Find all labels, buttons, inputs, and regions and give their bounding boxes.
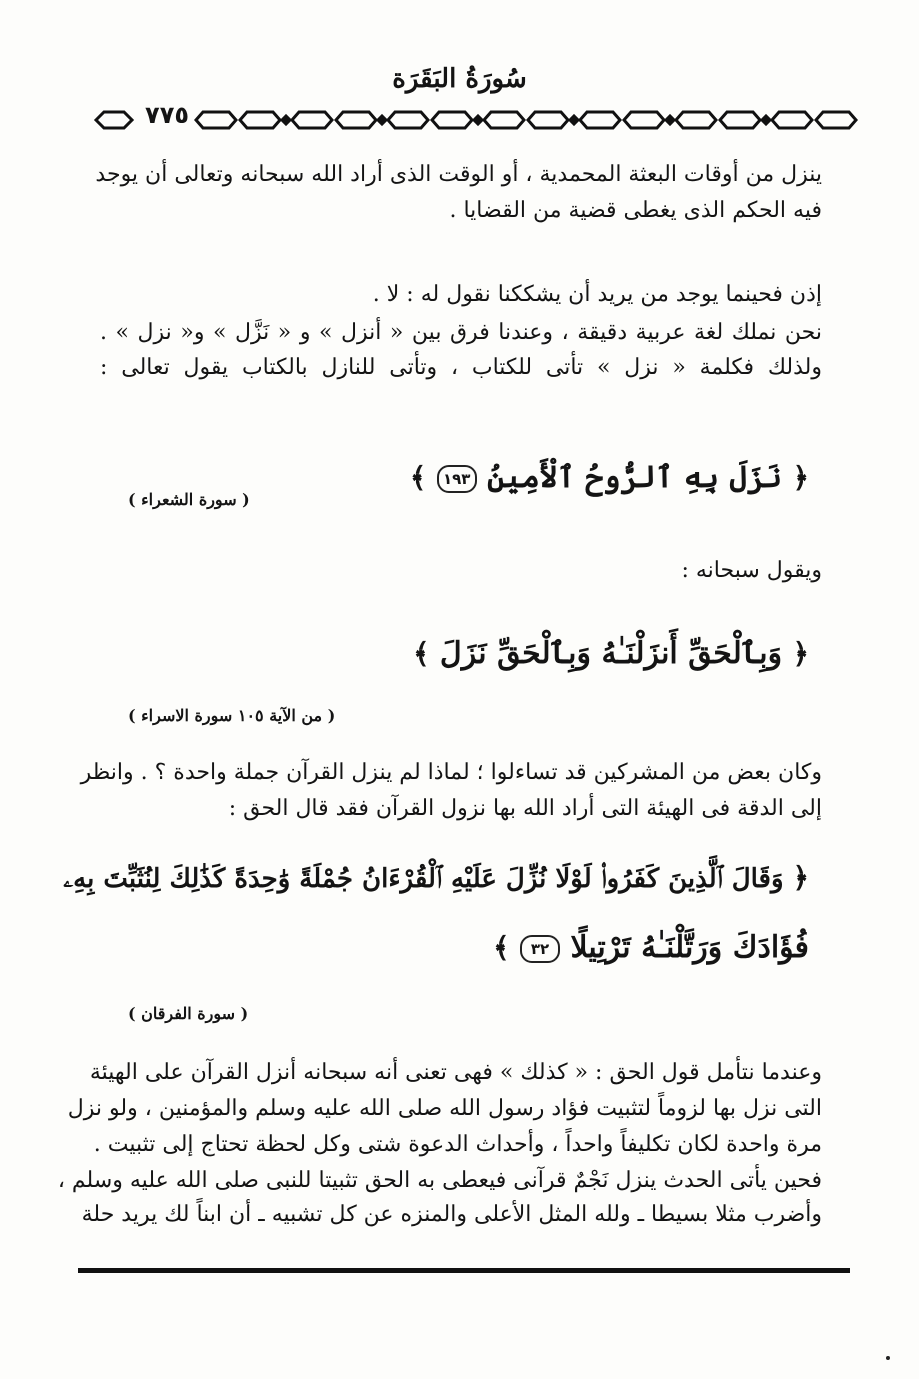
quran-verse-3-line2: [493, 928, 809, 968]
paragraph4-line4: فحين يأتى الحدث ينزل نَجْمٌ قرآنى فيعطى به الحق تثبيتا للنبى صلى الله عليه وسلم ،: [57, 1168, 822, 1193]
ornament-link: [388, 112, 428, 128]
paragraph2-line2: نحن نملك لغة عربية دقيقة ، وعندنا فرق بين « أنزل » و « نَزَّل » و« نزل » .: [100, 320, 822, 345]
paragraph2-line1: إذن فحينما يوجد من يريد أن يشككنا نقول له : لا .: [372, 282, 822, 307]
paragraph1-line1: ينزل من أوقات البعثة المحمدية ، أو الوقت الذى أراد الله سبحانه وتعالى أن يوجد: [95, 162, 822, 187]
verse-close-bracket: ﴾: [493, 931, 510, 964]
ornament-link: [624, 112, 664, 128]
ornament-link: [484, 112, 524, 128]
paragraph4-line2: التى نزل بها لزوماً لتثبيت فؤاد رسول الله صلى الله عليه وسلم والمؤمنين ، ولو نزل: [67, 1096, 822, 1121]
paragraph2-line3: ولذلك فكلمة « نزل » تأتى للكتاب ، وتأتى للنازل بالكتاب يقول تعالى :: [100, 355, 822, 380]
print-speck: [886, 1356, 890, 1360]
surah-header-title: سُورَةُ البَقَرَة: [392, 64, 527, 94]
ornament-diamond: [378, 116, 386, 124]
ornament-diamond: [474, 116, 482, 124]
verse-3-line1-text: وَقَالَ ٱلَّذِينَ كَفَرُوا۟ لَوْلَا نُزِّلَ عَلَيْهِ ٱلْقُرْءَانُ جُمْلَةً وَٰحِدَةً كَذَٰلِكَ لِنُثَبِّتَ بِهِۦ: [63, 864, 784, 894]
ornament-diamond: [570, 116, 578, 124]
quran-verse-1: [410, 458, 809, 498]
ornament-diamond: [666, 116, 674, 124]
quran-verse-3-line1: [63, 858, 809, 899]
ornament-link: [432, 112, 472, 128]
bottom-rule: [78, 1268, 850, 1273]
page-number: ٧٧٥: [145, 101, 189, 129]
verse-open-bracket: ﴿: [792, 461, 809, 494]
ornament-link: [580, 112, 620, 128]
ornament-link: [676, 112, 716, 128]
verse-3-source: ( سورة الفرقان ): [128, 1004, 249, 1023]
paragraph4-line1: وعندما نتأمل قول الحق : « كذلك » فهى تعنى أنه سبحانه أنزل القرآن على الهيئة: [89, 1060, 822, 1085]
ornament-link: [816, 112, 856, 128]
paragraph4-line5: وأضرب مثلا بسيطا ـ ولله المثل الأعلى والمنزه عن كل تشبيه ـ أن ابناً لك يريد حلة: [81, 1202, 822, 1227]
ornament-link: [292, 112, 332, 128]
verse-1-source: ( سورة الشعراء ): [128, 490, 250, 509]
ornament-link: [196, 112, 236, 128]
paragraph4-line3: مرة واحدة لكان تكليفاً واحداً ، وأحداث الدعوة شتى وكل لحظة تحتاج إلى تثبيت .: [93, 1132, 822, 1157]
verse-close-bracket: ﴾: [409, 461, 427, 494]
ornament-link: [240, 112, 280, 128]
ayah-number-marker: ٣٢: [520, 935, 560, 963]
ornament-link: [336, 112, 376, 128]
paragraph1-line2: فيه الحكم الذى يغطى قضية من القضايا .: [449, 198, 822, 223]
quran-verse-2: [413, 634, 809, 674]
verse-open-bracket: ﴿: [792, 861, 809, 894]
ornament-diamond: [282, 116, 290, 124]
paragraph3-line1: وكان بعض من المشركين قد تساءلوا ؛ لماذا لم ينزل القرآن جملة واحدة ؟ . وانظر: [80, 760, 822, 785]
ornament-link: [528, 112, 568, 128]
verse-2-intro: ويقول سبحانه :: [681, 558, 822, 583]
verse-2-source: ( من الآية ١٠٥ سورة الاسراء ): [128, 706, 336, 725]
ornament-diamond: [762, 116, 770, 124]
ornament-link: [772, 112, 812, 128]
ayah-number-marker: ١٩٣: [437, 465, 477, 493]
ornament-link: [96, 112, 132, 128]
verse-open-bracket: ﴿: [792, 637, 809, 670]
verse-3-line2-text: فُؤَادَكَ وَرَتَّلْنَـٰهُ تَرْتِيلًا: [570, 930, 809, 965]
verse-2-text: وَبِٱلْحَقِّ أَنزَلْنَـٰهُ وَبِٱلْحَقِّ نَزَلَ: [439, 636, 783, 671]
verse-1-text: نَزَلَ بِهِ ٱلرُّوحُ ٱلْأَمِينُ: [487, 460, 783, 495]
paragraph3-line2: إلى الدقة فى الهيئة التى أراد الله بها نزول القرآن فقد قال الحق :: [228, 796, 822, 821]
ornamental-border: [0, 108, 919, 132]
ornament-link: [720, 112, 760, 128]
verse-close-bracket: ﴾: [413, 637, 430, 670]
